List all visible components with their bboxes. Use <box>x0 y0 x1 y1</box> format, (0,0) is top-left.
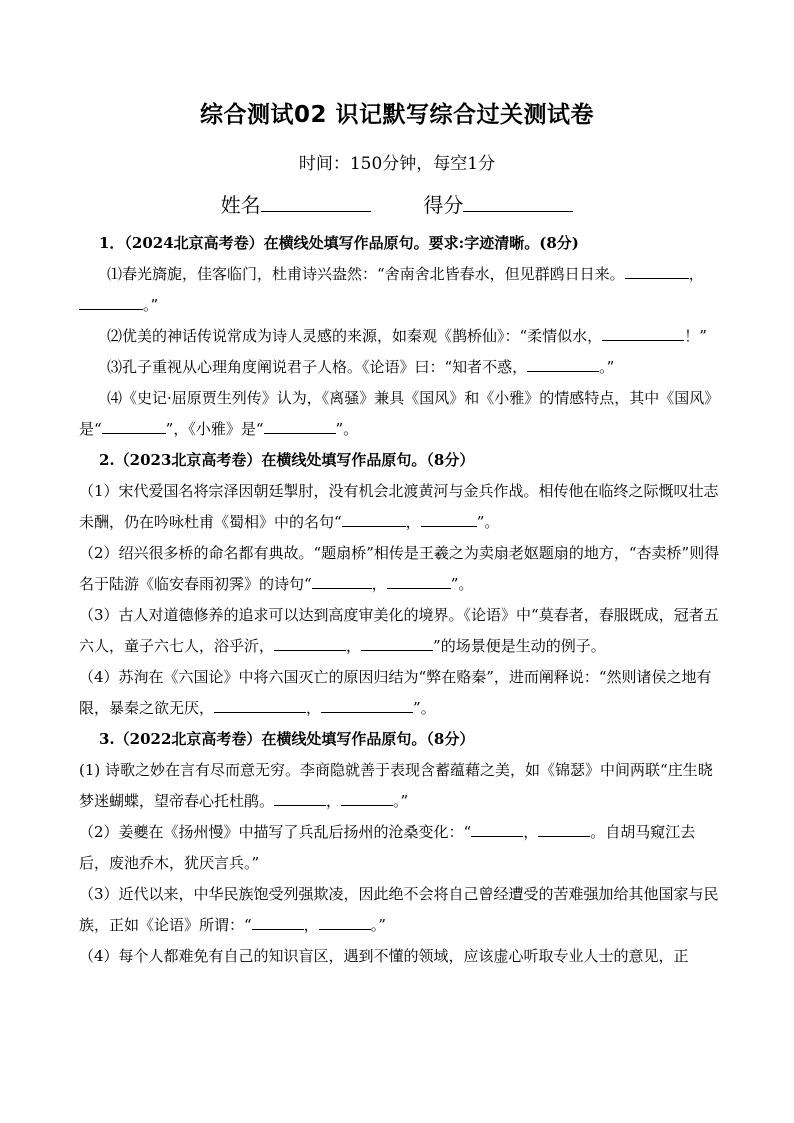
answer-blank[interactable] <box>252 917 304 930</box>
name-blank[interactable] <box>261 193 371 212</box>
question-2-item-1: （1）宋代爱国名将宗泽因朝廷掣肘，没有机会北渡黄河与金兵作战。相传他在临终之际慨叹壮志未酬，仍在吟咏杜甫《蜀相》中的名句“ ， ”。 <box>79 482 719 531</box>
answer-blank[interactable] <box>274 638 346 651</box>
answer-blank[interactable] <box>602 328 684 341</box>
answer-blank[interactable] <box>312 576 372 589</box>
answer-blank[interactable] <box>321 700 413 713</box>
questions-area <box>79 228 720 972</box>
page-subtitle: 时间：150分钟，每空1分 <box>298 154 496 174</box>
score-label: 得分 <box>423 193 464 217</box>
question-2-item-4: （4）苏洵在《六国论》中将六国灭亡的原因归结为“弊在赂秦”，进而阐释说：“然则诸侯之地有限，暴秦之欲无厌， ， ”。 <box>79 668 712 717</box>
question-3-item-1: (1) 诗歌之妙在言有尽而意无穷。李商隐就善于表现含蓄蕴藉之美，如《锦瑟》中间两联“庄生晓梦迷蝴蝶，望帝春心托杜鹃。 ， 。” <box>79 761 713 810</box>
page-title: 综合测试02 识记默写综合过关测试卷 <box>199 102 594 128</box>
answer-blank[interactable] <box>538 824 590 837</box>
question-2-item-2: （2）绍兴很多桥的命名都有典故。“题扇桥”相传是王羲之为卖扇老妪题扇的地方，“杏卖桥”则得名于陆游《临安春雨初霁》的诗句“ ， ”。 <box>79 544 720 593</box>
answer-blank[interactable] <box>361 638 433 651</box>
answer-blank[interactable] <box>102 421 166 434</box>
answer-blank[interactable] <box>341 793 393 806</box>
question-2-heading: 2.（2023北京高考卷）在横线处填写作品原句。（8分） <box>99 451 475 469</box>
answer-blank[interactable] <box>264 421 336 434</box>
answer-blank[interactable] <box>625 266 689 279</box>
question-1-item-4: ⑷《史记·屈原贾生列传》认为，《离骚》兼具《国风》和《小雅》的情感特点，其中《国风》是“ ”，《小雅》是“ ”。 <box>79 389 720 438</box>
score-blank[interactable] <box>463 193 573 212</box>
question-3-item-4: （4）每个人都难免有自己的知识盲区，遇到不懂的领域，应该虚心听取专业人士的意见，正 <box>79 947 689 965</box>
answer-blank[interactable] <box>79 297 143 310</box>
answer-blank[interactable] <box>319 917 371 930</box>
question-1-heading: 1．（2024北京高考卷）在横线处填写作品原句。要求:字迹清晰。(8分) <box>99 234 579 252</box>
question-3-item-3: （3）近代以来，中华民族饱受列强欺凌，因此绝不会将自己曾经遭受的苦难强加给其他国家与民族，正如《论语》所谓：“ ， 。” <box>79 885 719 934</box>
question-3-item-2: （2）姜夔在《扬州慢》中描写了兵乱后扬州的沧桑变化：“ ， 。自胡马窥江去后，废池乔木，犹厌言兵。” <box>79 823 696 872</box>
question-2-item-3: （3）古人对道德修养的追求可以达到高度审美化的境界。《论语》中“莫春者，春服既成，冠者五六人，童子六七人，浴乎沂， ， ”的场景便是生动的例子。 <box>79 606 719 655</box>
answer-blank[interactable] <box>421 514 477 527</box>
answer-blank[interactable] <box>471 824 523 837</box>
answer-blank[interactable] <box>274 793 326 806</box>
question-1-item-3: ⑶孔子重视从心理角度阐说君子人格。《论语》曰：“知者不惑， 。” <box>107 358 615 376</box>
answer-blank[interactable] <box>527 359 599 372</box>
question-3-heading: 3.（2022北京高考卷）在横线处填写作品原句。（8分） <box>99 730 475 748</box>
question-1-item-2: ⑵优美的神话传说常成为诗人灵感的来源，如秦观《鹊桥仙》：“柔情似水， ！” <box>107 327 707 345</box>
answer-blank[interactable] <box>214 700 306 713</box>
name-label: 姓名 <box>220 193 261 217</box>
answer-blank[interactable] <box>342 514 406 527</box>
answer-blank[interactable] <box>387 576 451 589</box>
question-1-item-1: ⑴春光旖旎，佳客临门，杜甫诗兴盎然：“舍南舍北皆春水，但见群鸥日日来。 ，。” <box>79 259 720 321</box>
name-score-line <box>0 189 794 218</box>
